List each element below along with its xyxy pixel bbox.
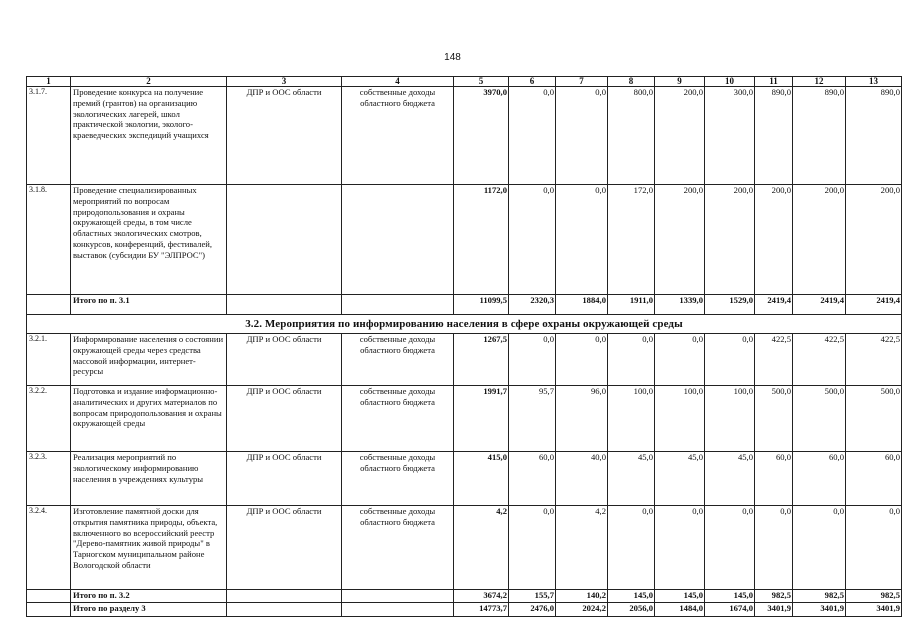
measure-name: Проведение специализированных мероприятий по вопросам природопользования и охраны окружающей среды, в том числе областных экологических смотров, конкурсов, конференций, фестивалей, выставок (субсидии БУ "ЭЛПРОС") [71,185,227,295]
executor-cell [227,590,342,603]
year-value: 1674,0 [705,603,755,617]
year-value: 2419,4 [846,295,902,315]
year-value: 145,0 [705,590,755,603]
executor-cell: ДПР и ООС области [227,506,342,590]
year-value: 0,0 [705,334,755,386]
year-value: 2419,4 [793,295,846,315]
year-value: 60,0 [846,452,902,506]
year-value: 45,0 [608,452,655,506]
header-cell: 7 [556,77,608,87]
year-value: 0,0 [556,185,608,295]
year-value: 60,0 [509,452,556,506]
row-number: 3.2.4. [27,506,71,590]
year-value: 2056,0 [608,603,655,617]
source-cell [342,590,454,603]
year-value: 2476,0 [509,603,556,617]
table-row [27,506,902,590]
total-value: 1172,0 [454,185,509,295]
executor-cell: ДПР и ООС области [227,334,342,386]
total-value: 4,2 [454,506,509,590]
year-value: 0,0 [608,334,655,386]
year-value: 0,0 [509,87,556,185]
year-value: 200,0 [755,185,793,295]
header-cell: 11 [755,77,793,87]
year-value: 1529,0 [705,295,755,315]
budget-table [26,76,902,617]
table-row [27,386,902,452]
year-value: 60,0 [755,452,793,506]
section-title: 3.2. Мероприятия по информированию населения в сфере охраны окружающей среды [27,315,902,334]
year-value: 140,2 [556,590,608,603]
year-value: 3401,9 [793,603,846,617]
year-value: 3401,9 [846,603,902,617]
year-value: 0,0 [556,87,608,185]
year-value: 100,0 [655,386,705,452]
header-cell: 6 [509,77,556,87]
year-value: 2320,3 [509,295,556,315]
year-value: 200,0 [655,87,705,185]
year-value: 0,0 [846,506,902,590]
measure-name: Информирование населения о состоянии окружающей среды через средства массовой информации, интернет-ресурсы [71,334,227,386]
executor-cell: ДПР и ООС области [227,386,342,452]
total-row [27,295,902,315]
total-value: 14773,7 [454,603,509,617]
year-value: 890,0 [846,87,902,185]
year-value: 2024,2 [556,603,608,617]
funding-source: собственные доходы областного бюджета [342,452,454,506]
page-number: 148 [444,52,461,63]
year-value: 500,0 [755,386,793,452]
year-value: 0,0 [655,334,705,386]
funding-source: собственные доходы областного бюджета [342,386,454,452]
year-value: 0,0 [755,506,793,590]
year-value: 982,5 [793,590,846,603]
year-value: 45,0 [705,452,755,506]
row-number: 3.1.8. [27,185,71,295]
header-cell: 2 [71,77,227,87]
year-value: 890,0 [793,87,846,185]
total-value: 1991,7 [454,386,509,452]
year-value: 60,0 [793,452,846,506]
year-value: 40,0 [556,452,608,506]
year-value: 0,0 [556,334,608,386]
year-value: 95,7 [509,386,556,452]
year-value: 3401,9 [755,603,793,617]
row-number [27,590,71,603]
header-cell: 10 [705,77,755,87]
year-value: 422,5 [755,334,793,386]
year-value: 145,0 [655,590,705,603]
funding-source: собственные доходы областного бюджета [342,334,454,386]
executor-cell [227,603,342,617]
row-number: 3.2.3. [27,452,71,506]
year-value: 0,0 [705,506,755,590]
header-cell: 8 [608,77,655,87]
header-cell: 12 [793,77,846,87]
table-row [27,334,902,386]
year-value: 1884,0 [556,295,608,315]
year-value: 200,0 [846,185,902,295]
year-value: 1484,0 [655,603,705,617]
table-row [27,185,902,295]
header-cell: 1 [27,77,71,87]
year-value: 2419,4 [755,295,793,315]
executor-cell [227,185,342,295]
measure-name: Реализация мероприятий по экологическому информированию населения в учреждениях культуры [71,452,227,506]
total-value: 1267,5 [454,334,509,386]
total-label: Итого по п. 3.2 [71,590,227,603]
row-number: 3.2.1. [27,334,71,386]
total-row [27,603,902,617]
funding-source [342,185,454,295]
year-value: 0,0 [608,506,655,590]
year-value: 45,0 [655,452,705,506]
year-value: 0,0 [793,506,846,590]
source-cell [342,603,454,617]
measure-name: Подготовка и издание информационно-аналитических и других материалов по вопросам природопользования и охраны окружающей среды [71,386,227,452]
year-value: 100,0 [608,386,655,452]
executor-cell: ДПР и ООС области [227,452,342,506]
year-value: 500,0 [846,386,902,452]
year-value: 300,0 [705,87,755,185]
funding-source: собственные доходы областного бюджета [342,87,454,185]
year-value: 890,0 [755,87,793,185]
year-value: 1911,0 [608,295,655,315]
section-row [27,315,902,334]
row-number: 3.2.2. [27,386,71,452]
header-row [27,77,902,87]
year-value: 145,0 [608,590,655,603]
header-cell: 4 [342,77,454,87]
year-value: 200,0 [705,185,755,295]
executor-cell [227,295,342,315]
year-value: 1339,0 [655,295,705,315]
year-value: 172,0 [608,185,655,295]
year-value: 96,0 [556,386,608,452]
total-value: 3970,0 [454,87,509,185]
header-cell: 5 [454,77,509,87]
measure-name: Проведение конкурса на получение премий (грантов) на организацию экологических лагерей, школ практической экологии, эколого-краеведческих экспедиций учащихся [71,87,227,185]
header-cell: 13 [846,77,902,87]
year-value: 982,5 [755,590,793,603]
year-value: 0,0 [509,185,556,295]
year-value: 422,5 [846,334,902,386]
executor-cell: ДПР и ООС области [227,87,342,185]
year-value: 982,5 [846,590,902,603]
total-value: 11099,5 [454,295,509,315]
year-value: 800,0 [608,87,655,185]
year-value: 200,0 [655,185,705,295]
row-number [27,603,71,617]
header-cell: 3 [227,77,342,87]
source-cell [342,295,454,315]
table-row [27,87,902,185]
total-label: Итого по п. 3.1 [71,295,227,315]
table-body [27,77,902,617]
measure-name: Изготовление памятной доски для открытия памятника природы, объекта, включенного во всероссийский реестр "Дерево-памятник живой природы" в Тарногском муниципальном районе Вологодской области [71,506,227,590]
total-value: 3674,2 [454,590,509,603]
year-value: 200,0 [793,185,846,295]
total-row [27,590,902,603]
row-number: 3.1.7. [27,87,71,185]
year-value: 4,2 [556,506,608,590]
year-value: 155,7 [509,590,556,603]
header-cell: 9 [655,77,705,87]
total-label: Итого по разделу 3 [71,603,227,617]
table-row [27,452,902,506]
funding-source: собственные доходы областного бюджета [342,506,454,590]
year-value: 500,0 [793,386,846,452]
year-value: 100,0 [705,386,755,452]
year-value: 0,0 [509,334,556,386]
row-number [27,295,71,315]
year-value: 422,5 [793,334,846,386]
total-value: 415,0 [454,452,509,506]
year-value: 0,0 [509,506,556,590]
year-value: 0,0 [655,506,705,590]
